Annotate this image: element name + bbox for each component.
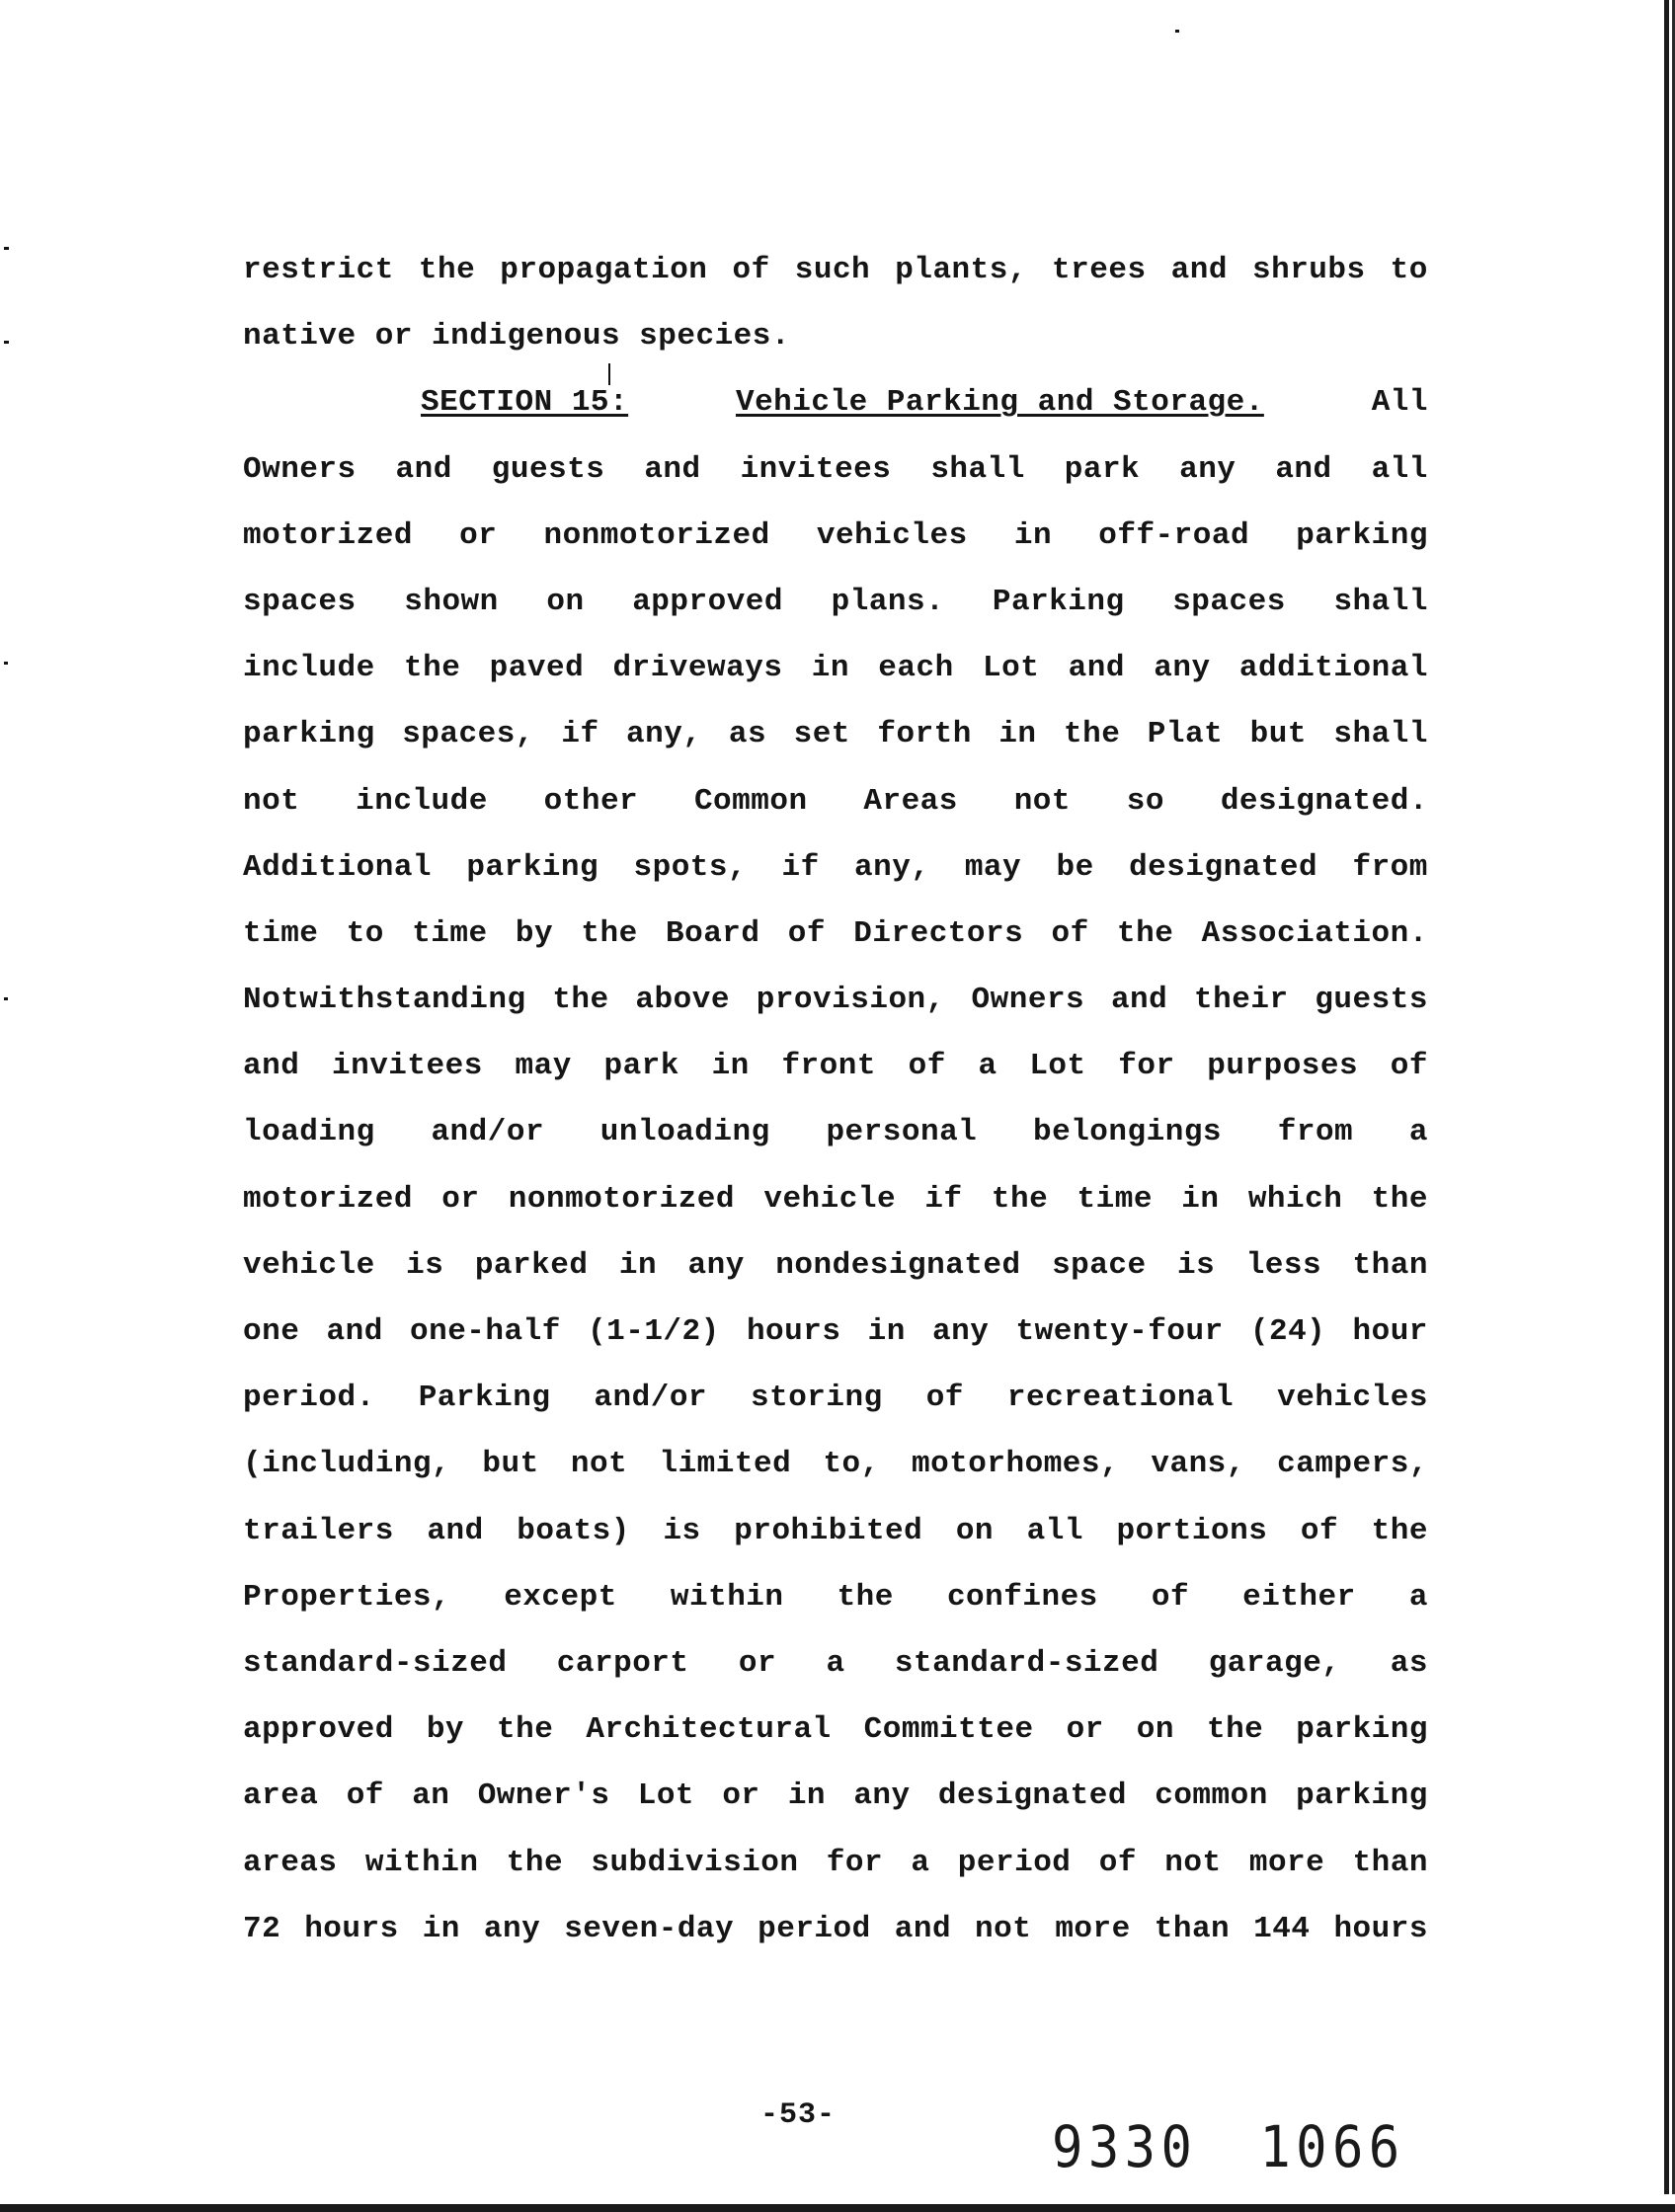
word: but [482, 1447, 539, 1482]
word: in [998, 717, 1037, 752]
word: any, [854, 849, 930, 885]
scan-speck [1175, 30, 1179, 33]
word: the [1371, 1513, 1428, 1548]
word: Board [666, 915, 760, 951]
word: as [728, 717, 767, 752]
word: a [826, 1645, 845, 1681]
text-line [243, 1299, 1428, 1365]
word: from [1277, 1115, 1354, 1150]
section-heading [243, 369, 1428, 435]
word: or [722, 1778, 760, 1814]
text-line [243, 1033, 1428, 1099]
word: the [497, 1712, 554, 1748]
word: parking [466, 849, 599, 885]
text-line: native or indigenous species. [243, 319, 790, 355]
word: and [427, 1513, 484, 1548]
word: shown [404, 584, 499, 619]
word: by [426, 1712, 465, 1748]
word: space [1052, 1247, 1147, 1283]
word: vehicles [1277, 1381, 1428, 1416]
section-label: SECTION 15: [421, 385, 629, 421]
text-line [243, 768, 1428, 834]
word: the [506, 1845, 564, 1880]
word: the [404, 651, 461, 686]
scan-edge-right [1664, 0, 1669, 2212]
word: and [326, 1314, 383, 1349]
word: any [687, 1247, 745, 1283]
scan-edge-gap [0, 2194, 1675, 2204]
body-text [243, 237, 1428, 1962]
scan-speck [4, 247, 9, 250]
word: invitees [331, 1049, 483, 1084]
text-line [243, 967, 1428, 1033]
word: other [543, 783, 639, 819]
word: 72 [243, 1911, 281, 1946]
page-number: -53- [760, 2098, 837, 2132]
word: within [364, 1845, 479, 1880]
word: confines [946, 1579, 1098, 1615]
word: provision, [756, 983, 945, 1018]
word: Parking [418, 1381, 551, 1416]
word: except [504, 1579, 617, 1615]
word: spots, [633, 849, 748, 885]
word: spaces [1172, 584, 1286, 619]
word: Additional [243, 849, 433, 885]
word: recreational [1006, 1381, 1235, 1416]
word: and [1110, 983, 1168, 1018]
word: (including, [243, 1447, 451, 1482]
word: by [515, 915, 554, 951]
text-line [243, 1365, 1428, 1431]
word: and [894, 1911, 952, 1946]
word: of [1051, 915, 1089, 951]
word: one-half [410, 1314, 561, 1349]
word: is [663, 1513, 701, 1548]
word: and/or [431, 1115, 545, 1150]
word: approved [243, 1712, 394, 1748]
word: the [552, 983, 609, 1018]
word: hour [1352, 1314, 1428, 1349]
word: on [1136, 1712, 1174, 1748]
word: of [1300, 1513, 1339, 1548]
word: limited [659, 1447, 792, 1482]
word: any [1154, 651, 1211, 686]
word: in [618, 1247, 658, 1283]
word: garage, [1208, 1645, 1341, 1681]
word: above [635, 983, 730, 1018]
word: parking [1296, 1778, 1428, 1814]
word: time [412, 915, 488, 951]
section-heading-trailing-text: All [1371, 385, 1428, 421]
word: Lot [637, 1778, 695, 1814]
word: not [570, 1447, 628, 1482]
word: forth [877, 717, 972, 752]
word: if [924, 1181, 963, 1217]
word: for [1118, 1049, 1175, 1084]
word: hours [746, 1314, 841, 1349]
word: may [964, 849, 1022, 885]
word: designated [1129, 849, 1318, 885]
word: or [459, 517, 498, 553]
word: campers, [1277, 1447, 1428, 1482]
word: personal [826, 1115, 978, 1150]
word: include [243, 651, 375, 686]
text-line [243, 503, 1428, 569]
word: motorized [243, 1181, 413, 1217]
word: to [346, 915, 384, 951]
word: loading [243, 1115, 375, 1150]
text-line [243, 1763, 1428, 1829]
word: spaces [243, 584, 357, 619]
word: designated. [1220, 783, 1428, 819]
word: Committee [863, 1712, 1034, 1748]
word: paved [489, 651, 585, 686]
word: Owner's [477, 1778, 610, 1814]
word: motorhomes, [911, 1447, 1120, 1482]
word: not [1013, 783, 1071, 819]
word: Plat [1147, 717, 1224, 752]
word: the [581, 915, 638, 951]
word: prohibited [734, 1513, 923, 1548]
word: include [356, 783, 488, 819]
word: areas [243, 1845, 338, 1880]
word: and [1170, 253, 1228, 287]
word: nonmotorized [508, 1181, 736, 1217]
word: not [1164, 1845, 1222, 1880]
word: any, [626, 717, 702, 752]
word: standard-sized [894, 1645, 1159, 1681]
word: plans. [831, 584, 945, 619]
word: driveways [612, 651, 783, 686]
word: guests [1315, 983, 1428, 1018]
word: an [412, 1778, 450, 1814]
word: shrubs [1251, 253, 1366, 287]
word: any [1179, 451, 1236, 487]
word: area [243, 1778, 319, 1814]
word: than [1154, 1911, 1231, 1946]
word: all [1026, 1513, 1083, 1548]
word: in [811, 651, 849, 686]
scan-edge-bottom [0, 2204, 1675, 2212]
text-line [243, 1697, 1428, 1763]
text-line [243, 1564, 1428, 1630]
word: on [955, 1513, 995, 1548]
word: hours [304, 1911, 399, 1946]
word: propagation [500, 253, 708, 287]
word: and [243, 1049, 300, 1084]
word: or [738, 1645, 777, 1681]
word: motorized [243, 517, 413, 553]
word: a [1408, 1579, 1428, 1615]
word: any [483, 1911, 541, 1946]
word: carport [556, 1645, 689, 1681]
word: storing [751, 1381, 883, 1416]
text-line [243, 1166, 1428, 1232]
word: of [1098, 1845, 1137, 1880]
word: any [853, 1778, 911, 1814]
word: (24) [1249, 1314, 1326, 1349]
word: additional [1238, 651, 1428, 686]
text-line [243, 569, 1428, 635]
text-line [243, 635, 1428, 701]
word: of [908, 1049, 946, 1084]
word: all [1371, 451, 1428, 487]
word: shall [930, 451, 1025, 487]
text-line [243, 436, 1428, 503]
word: in [1181, 1181, 1220, 1217]
word: trees [1052, 253, 1147, 287]
text-line [243, 1431, 1428, 1497]
word: the [991, 1181, 1049, 1217]
word: twenty-four [1015, 1314, 1224, 1349]
word: less [1245, 1247, 1322, 1283]
word: guests [491, 451, 605, 487]
word: standard-sized [243, 1645, 508, 1681]
word: is [406, 1247, 444, 1283]
word: shall [1333, 717, 1428, 752]
word: nonmotorized [543, 517, 770, 553]
word: period [758, 1911, 871, 1946]
text-line [243, 1498, 1428, 1564]
word: and [395, 451, 452, 487]
word: 144 [1253, 1911, 1311, 1946]
word: time [243, 915, 319, 951]
word: but [1249, 717, 1307, 752]
word: restrict [243, 253, 394, 287]
word: of [1390, 1049, 1428, 1084]
text-line [243, 1896, 1428, 1962]
word: designated [937, 1778, 1127, 1814]
word: off-road [1098, 517, 1250, 553]
text-line [243, 237, 1428, 303]
word: one [243, 1314, 300, 1349]
text-line [243, 701, 1428, 767]
word: of [732, 253, 770, 287]
word: Areas [863, 783, 958, 819]
word: from [1352, 849, 1428, 885]
word: is [1177, 1247, 1216, 1283]
word: if [781, 849, 820, 885]
stamp-number-right: 1066 [1259, 2113, 1405, 2180]
word: Lot [1029, 1049, 1086, 1084]
word: Lot [983, 651, 1040, 686]
word: hours [1333, 1911, 1428, 1946]
word: a [1408, 1115, 1428, 1150]
text-line [243, 1099, 1428, 1165]
word: not [243, 783, 300, 819]
text-line [243, 1232, 1428, 1299]
word: period [957, 1845, 1072, 1880]
word: (1-1/2) [588, 1314, 720, 1349]
word: invitees [740, 451, 892, 487]
word: belongings [1033, 1115, 1223, 1150]
section-title: Vehicle Parking and Storage. [735, 385, 1264, 421]
word: more [1248, 1845, 1325, 1880]
text-line [243, 1630, 1428, 1697]
word: front [781, 1049, 876, 1084]
word: the [1371, 1181, 1428, 1217]
word: the [837, 1579, 894, 1615]
word: Directors [853, 915, 1024, 951]
word: and [1275, 451, 1332, 487]
word: unloading [599, 1115, 770, 1150]
word: Owners [243, 451, 357, 487]
word: their [1194, 983, 1289, 1018]
word: trailers [243, 1513, 394, 1548]
word: the [1117, 915, 1174, 951]
word: Notwithstanding [243, 983, 526, 1018]
word: Common [693, 783, 808, 819]
word: set [793, 717, 850, 752]
word: approved [632, 584, 784, 619]
word: a [911, 1845, 930, 1880]
word: of [1151, 1579, 1190, 1615]
word: the [1206, 1712, 1264, 1748]
word: parking [1296, 517, 1428, 553]
word: parking [1296, 1712, 1428, 1748]
text-line [243, 1830, 1428, 1896]
word: vehicle [763, 1181, 897, 1217]
word: may [515, 1049, 572, 1084]
word: or [1066, 1712, 1104, 1748]
word: Parking [992, 584, 1125, 619]
word: as [1390, 1645, 1428, 1681]
word: and/or [594, 1381, 708, 1416]
word: Owners [971, 983, 1085, 1018]
word: common [1155, 1778, 1268, 1814]
word: and [1068, 651, 1125, 686]
word: of [787, 915, 827, 951]
word: if [561, 717, 599, 752]
word: parked [474, 1247, 589, 1283]
word: vehicle [243, 1247, 375, 1283]
word: either [1242, 1579, 1356, 1615]
word: boats) [517, 1513, 630, 1548]
document-stamp-number [1052, 2113, 1405, 2180]
word: within [670, 1579, 784, 1615]
word: of [346, 1778, 384, 1814]
word: Properties, [243, 1579, 451, 1615]
word: parking [243, 717, 375, 752]
word: shall [1333, 584, 1428, 619]
word: than [1352, 1247, 1428, 1283]
word: the [1064, 717, 1121, 752]
text-line [243, 901, 1428, 967]
word: Association. [1201, 915, 1428, 951]
word: subdivision [591, 1845, 799, 1880]
word: vans, [1151, 1447, 1245, 1482]
word: spaces, [402, 717, 534, 752]
word: so [1126, 783, 1165, 819]
word: in [1013, 517, 1053, 553]
word: in [787, 1778, 827, 1814]
word: such [794, 253, 871, 287]
word: to, [823, 1447, 880, 1482]
word: which [1247, 1181, 1343, 1217]
word: park [603, 1049, 679, 1084]
word: any [932, 1314, 990, 1349]
scan-speck [4, 341, 9, 344]
word: park [1064, 451, 1141, 487]
word: period. [243, 1381, 375, 1416]
word: the [418, 253, 476, 287]
word: be [1056, 849, 1094, 885]
word: and [644, 451, 701, 487]
word: each [878, 651, 954, 686]
word: in [422, 1911, 460, 1946]
word: for [826, 1845, 884, 1880]
word: more [1055, 1911, 1131, 1946]
stamp-number-left: 9330 [1052, 2113, 1198, 2180]
word: plants, [895, 253, 1027, 287]
word: Architectural [586, 1712, 832, 1748]
word: to [1390, 253, 1428, 287]
word: time [1077, 1181, 1153, 1217]
word: of [925, 1381, 964, 1416]
word: than [1352, 1845, 1428, 1880]
word: a [978, 1049, 997, 1084]
word: in [867, 1314, 906, 1349]
word: portions [1116, 1513, 1268, 1548]
word: on [546, 584, 585, 619]
word: not [975, 1911, 1032, 1946]
word: vehicles [816, 517, 968, 553]
word: nondesignated [775, 1247, 1021, 1283]
scan-speck [4, 662, 8, 665]
word: seven-day [564, 1911, 735, 1946]
word: in [711, 1049, 750, 1084]
scan-speck [4, 997, 8, 1000]
word: purposes [1207, 1049, 1359, 1084]
text-line [243, 834, 1428, 901]
word: or [441, 1181, 480, 1217]
